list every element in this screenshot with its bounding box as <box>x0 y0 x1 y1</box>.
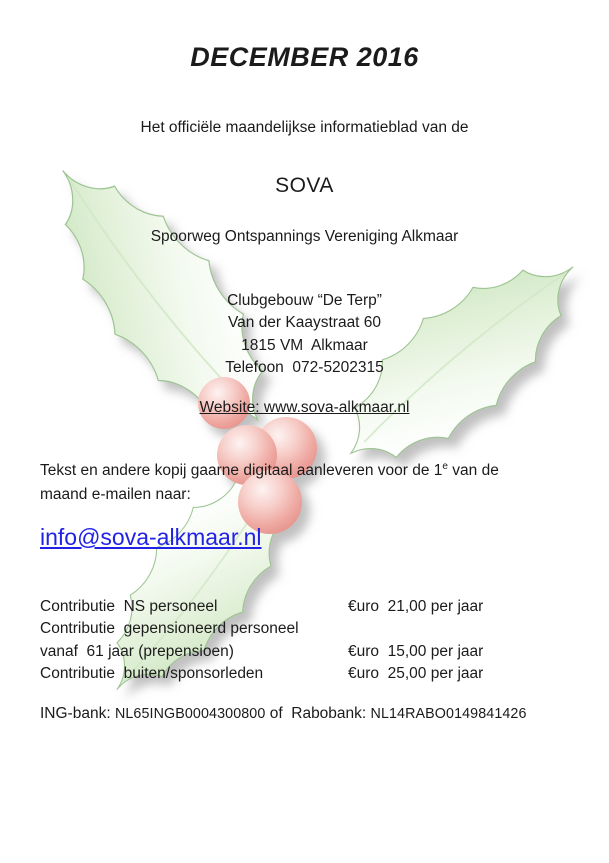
bank-iban-ing: NL65INGB0004300800 <box>114 706 266 722</box>
contribution-row <box>40 663 575 685</box>
contribution-row <box>40 618 575 640</box>
bank-label-rabo: of Rabobank: <box>265 705 371 722</box>
contribution-label: Contributie NS personeel <box>40 598 218 615</box>
newsletter-title: DECEMBER 2016 <box>190 42 419 72</box>
website-line <box>0 399 609 417</box>
note-line1-post: van de <box>447 462 499 479</box>
note-line2: maand e-mailen naar: <box>40 485 191 503</box>
bank-accounts-line <box>40 705 589 723</box>
contribution-label: Contributie buiten/sponsorleden <box>40 664 264 682</box>
email-line <box>40 524 569 551</box>
contribution-label: vanaf 61 jaar (prepensioen) <box>40 642 234 660</box>
website-link[interactable]: Website: www.sova-alkmaar.nl <box>199 399 410 416</box>
copy-deadline-note <box>40 459 573 506</box>
contribution-row <box>40 641 575 663</box>
address-line-street: Van der Kaaystraat 60 <box>227 314 382 332</box>
org-name: SOVA <box>275 174 334 197</box>
bank-iban-rabo: NL14RABO0149841426 <box>370 706 527 722</box>
contribution-label: Contributie gepensioneerd personeel <box>40 620 299 638</box>
bank-label-ing: ING-bank: <box>40 705 115 722</box>
contribution-list <box>40 596 575 685</box>
club-address <box>0 290 609 380</box>
address-line-phone: Telefoon 072-5202315 <box>225 359 384 377</box>
contribution-amount: €uro 25,00 per jaar <box>348 664 484 682</box>
contribution-amount <box>348 618 575 640</box>
note-superscript-e: e <box>442 460 448 472</box>
contribution-amount: €uro 21,00 per jaar <box>348 598 484 615</box>
note-line1-pre: Tekst en andere kopij gaarne digitaal aanleveren voor de 1 <box>40 462 443 479</box>
newsletter-subtitle: Het officiële maandelijkse informatieblad van de <box>140 119 469 136</box>
address-line-building: Clubgebouw “De Terp” <box>227 292 382 309</box>
contribution-row <box>40 596 575 618</box>
address-line-city: 1815 VM Alkmaar <box>241 336 368 354</box>
email-link[interactable]: info@sova-alkmaar.nl <box>40 524 262 550</box>
org-full-name: Spoorweg Ontspannings Vereniging Alkmaar <box>150 228 459 245</box>
contribution-amount: €uro 15,00 per jaar <box>348 642 484 660</box>
